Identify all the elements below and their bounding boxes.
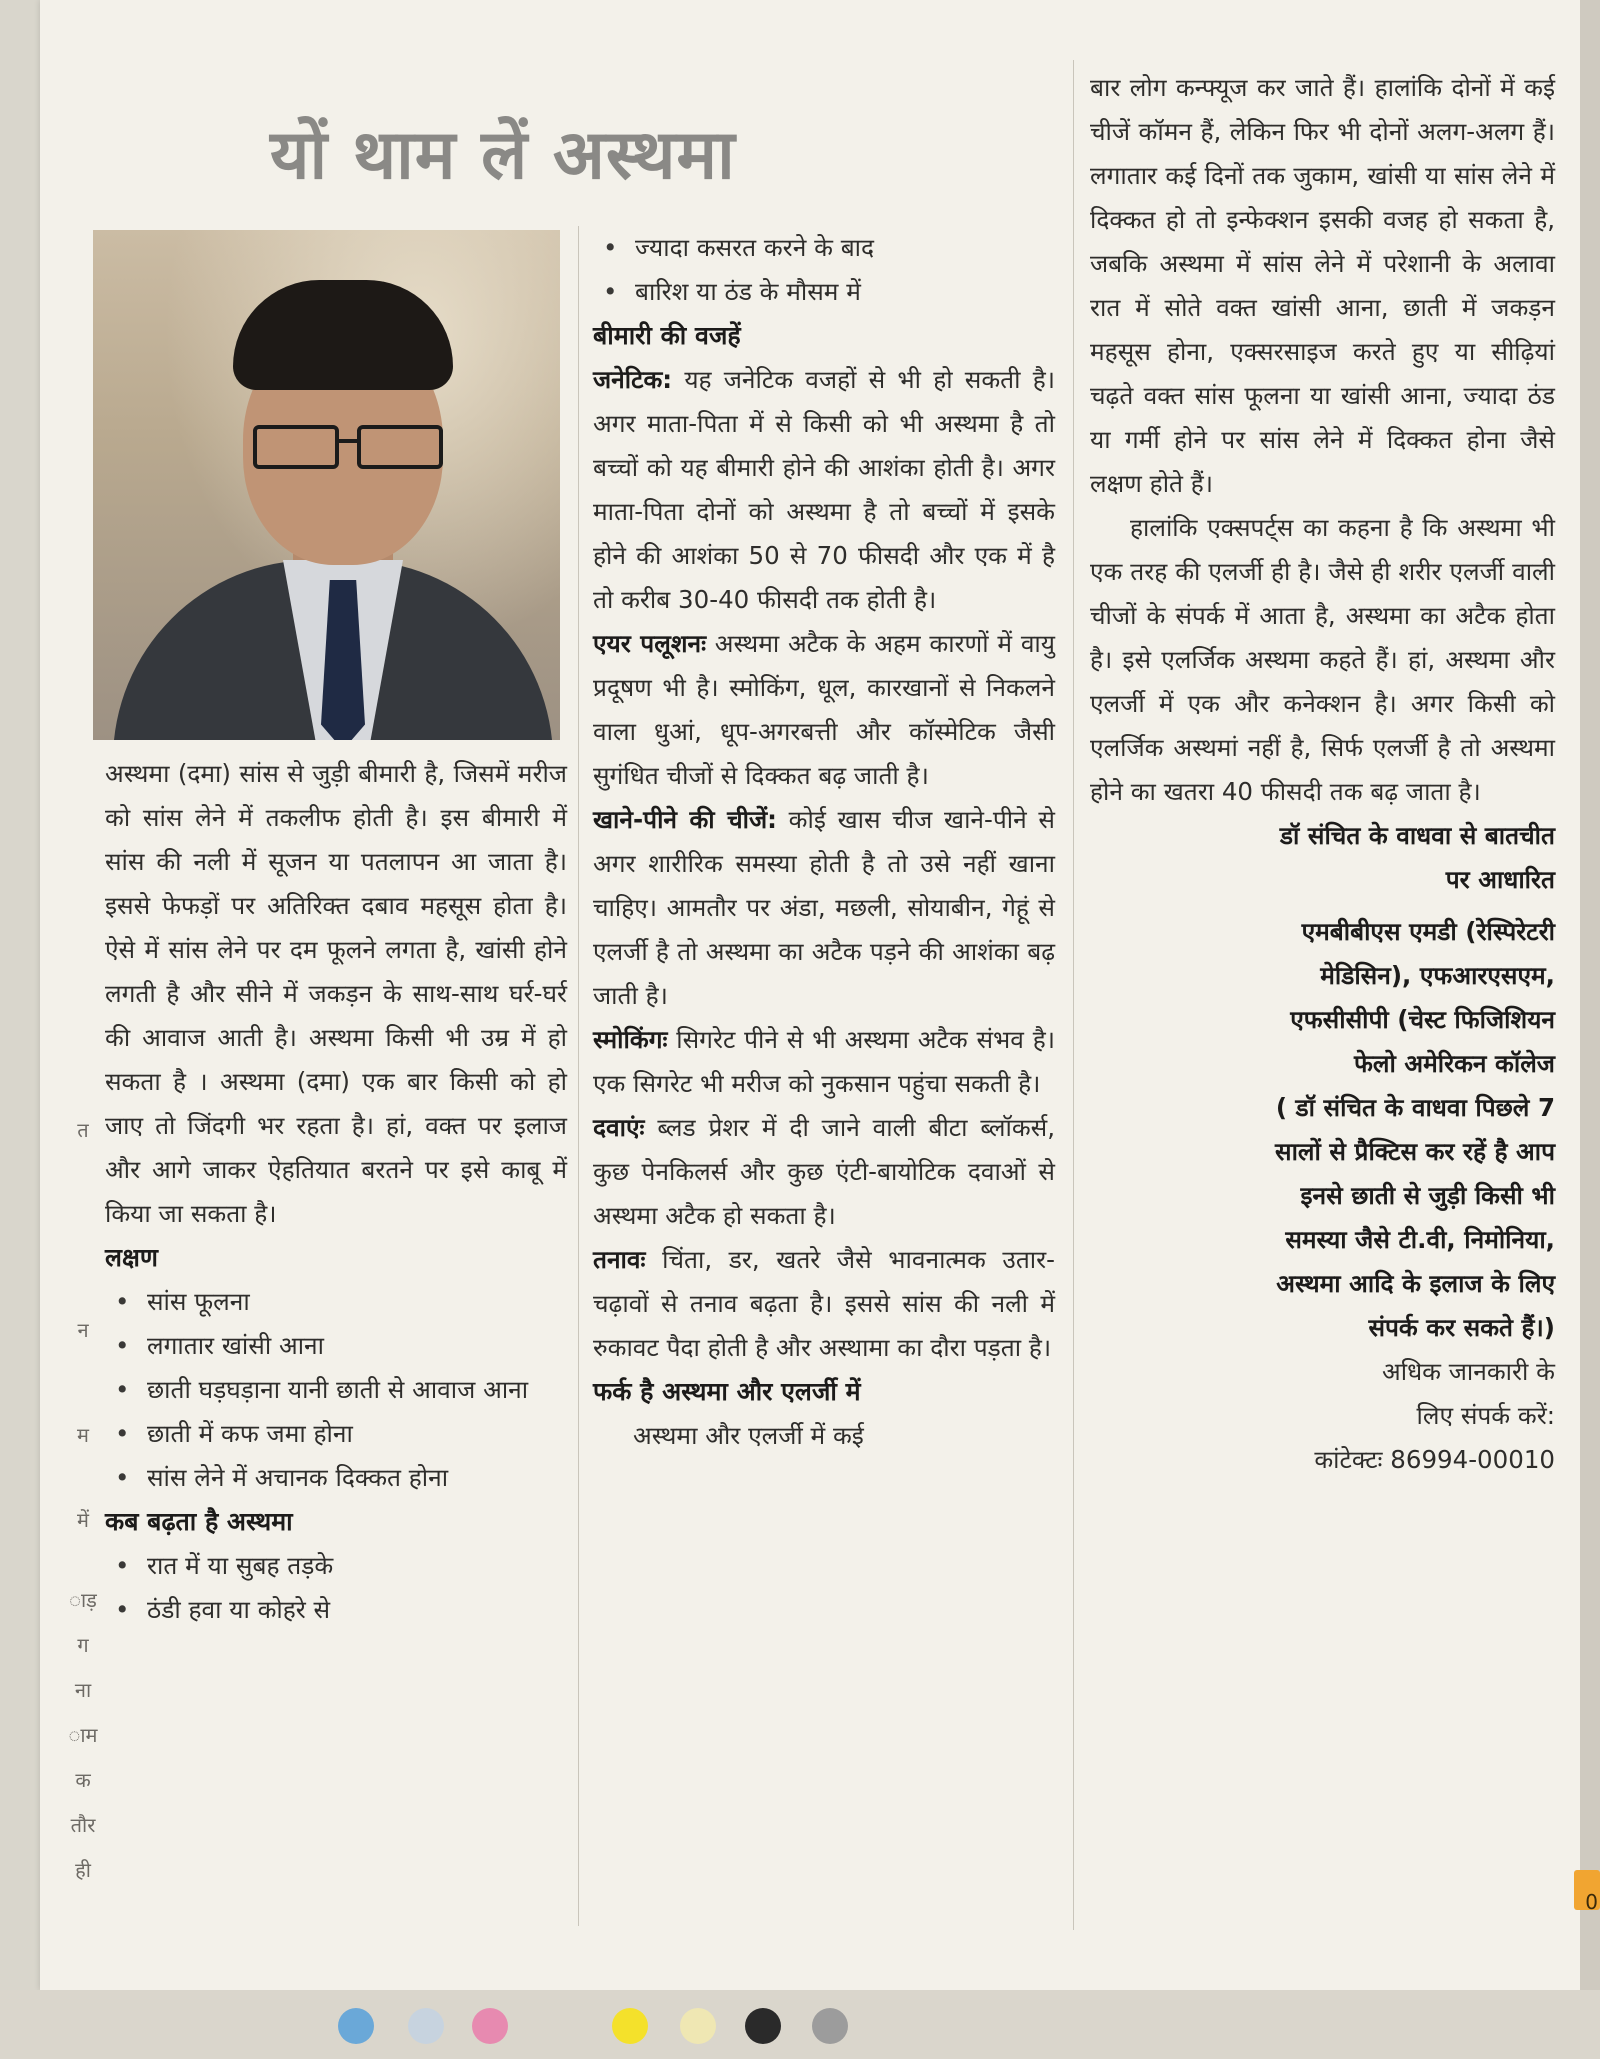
registration-dot: [472, 2008, 508, 2044]
adjacent-page-fragment: 0: [1585, 1890, 1598, 1914]
difference-heading: फर्क है अस्थमा और एलर्जी में: [593, 1377, 861, 1406]
list-item: • रात में या सुबह तड़के: [105, 1544, 567, 1588]
experts-paragraph: हालांकि एक्सपर्ट्स का कहना है कि अस्थमा भी एक तरह की एलर्जी ही है। जैसे ही शरीर एलर्जी वाली चीजों के संपर्क में आता है, अस्थमा का अटैक होता है। इसे एलर्जिक अस्थमा कहते हैं। हां, अस्थमा और एलर्जी में एक और कनेक्शन है। अगर किसी को एलर्जिक अस्थमां नहीं है, सिर्फ एलर्जी है तो अस्थमा होने का खतरा 40 फीसदी तक बढ़ जाता है।: [1090, 513, 1555, 806]
intro-paragraph: अस्थमा (दमा) सांस से जुड़ी बीमारी है, जिसमें मरीज को सांस लेने में तकलीफ होती है। इस बीमारी में सांस की नली में सूजन या पतलापन आ जाता है। इससे फेफड़ों पर अतिरिक्त दबाव महसूस होता है। ऐसे में सांस लेने पर दम फूलने लगता है, खांसी होने लगती है और सीने में जकड़न के साथ-साथ घर्र-घर्र की आवाज आती है। अस्थमा किसी भी उम्र में हो सकता है । अस्थमा (दमा) एक बार किसी को हो जाए तो जिंदगी भर रहता है। हां, वक्त पर इलाज और आगे जाकर ऐहतियात बरतने पर इसे काबू में किया जा सकता है।: [105, 759, 567, 1228]
margin-fragment: तौर: [70, 1813, 96, 1837]
genetic-text: यह जनेटिक वजहों से भी हो सकती है। अगर माता-पिता में से किसी को भी अस्थमा है तो बच्चों को यह बीमारी होने की आशंका होती है। अगर माता-पिता दोनों को अस्थमा है तो बच्चों में इसके होने की आशंका 50 से 70 फीसदी और एक में है तो करीब 30-40 फीसदी तक होती है।: [593, 365, 1055, 614]
smoking-paragraph: [593, 1018, 1055, 1106]
margin-fragment: त: [77, 1118, 89, 1142]
list-item: • लगातार खांसी आना: [105, 1324, 567, 1368]
qualification-line: मेडिसिन), एफआरएसएम,: [1320, 961, 1555, 990]
pollution-text: अस्थमा अटैक के अहम कारणों में वायु प्रदूषण भी है। स्मोकिंग, धूल, कारखानों से निकलने वाला धुआं, धूप-अगरबत्ती और कॉस्मेटिक जैसी सुगंधित चीजों से दिक्कत बढ़ जाती है।: [593, 629, 1055, 790]
registration-dot: [812, 2008, 848, 2044]
adjacent-page-margin: [0, 0, 40, 2059]
triggers-list: [105, 1544, 567, 1632]
smoking-lead: स्मोकिंगः: [593, 1025, 668, 1054]
stress-lead: तनावः: [593, 1245, 646, 1274]
margin-fragment: न: [77, 1318, 89, 1342]
food-text: कोई खास चीज खाने-पीने से अगर शारीरिक समस्या होती है तो उसे नहीं खाना चाहिए। आमतौर पर अंडा, मछली, सोयाबीन, गेहूं से एलर्जी है तो अस्थमा का अटैक पड़ने की आशंका बढ़ जाती है।: [593, 805, 1055, 1010]
stress-paragraph: [593, 1238, 1055, 1370]
margin-fragment: में: [77, 1508, 89, 1532]
note-line: ( डॉ संचित के वाधवा पिछले 7: [1275, 1093, 1555, 1122]
list-item: • ठंडी हवा या कोहरे से: [105, 1588, 567, 1632]
glasses-icon: [253, 425, 443, 465]
food-paragraph: [593, 798, 1055, 1018]
difference-paragraph-cont: बार लोग कन्फ्यूज कर जाते हैं। हालांकि दोनों में कई चीजें कॉमन हैं, लेकिन फिर भी दोनों अलग-अलग हैं। लगातार कई दिनों तक जुकाम, खांसी या सांस लेने में दिक्कत हो तो इन्फेक्शन इसकी वजह हो सकता है, जबकि अस्थमा में सांस लेने में परेशानी के अलावा रात में सोते वक्त खांसी आना, छाती में जकड़न महसूस होना, एक्सरसाइज करते हुए या सीढ़ियां चढ़ते वक्त सांस फूलना या खांसी आना, ज्यादा ठंड या गर्मी होने पर सांस लेने में दिक्कत होना जैसे लक्षण होते हैं।: [1090, 73, 1555, 498]
note-line: इनसे छाती से जुड़ी किसी भी: [1300, 1181, 1555, 1210]
margin-fragment: ग: [77, 1633, 89, 1657]
medicine-paragraph: [593, 1106, 1055, 1238]
list-item: • सांस फूलना: [105, 1280, 567, 1324]
margin-fragment: ाम: [68, 1723, 98, 1747]
genetic-lead: जनेटिक:: [593, 365, 673, 394]
qualification-line: एफसीसीपी (चेस्ट फिजिशियन: [1290, 1005, 1555, 1034]
note-line: अस्थमा आदि के इलाज के लिए: [1276, 1269, 1555, 1298]
symptoms-list: [105, 1280, 567, 1500]
qualification-line: फेलो अमेरिकन कॉलेज: [1353, 1049, 1555, 1078]
causes-heading: बीमारी की वजहें: [593, 321, 741, 350]
margin-fragment: ना: [74, 1678, 92, 1702]
list-item: • ज्यादा कसरत करने के बाद: [593, 226, 1055, 270]
triggers-list-continued: [593, 226, 1055, 314]
note-line: सालों से प्रैक्टिस कर रहें है आप: [1275, 1137, 1555, 1166]
credit-line: पर आधारित: [1445, 865, 1555, 894]
medicine-text: ब्लड प्रेशर में दी जाने वाली बीटा ब्लॉकर्स, कुछ पेनकिलर्स और कुछ एंटी-बायोटिक दवाओं से अस्थमा अटैक हो सकता है।: [593, 1113, 1055, 1230]
column-rule: [1073, 60, 1074, 1930]
column-rule: [578, 226, 579, 1926]
registration-dot: [408, 2008, 444, 2044]
note-line: समस्या जैसे टी.वी, निमोनिया,: [1285, 1225, 1555, 1254]
difference-paragraph-start: अस्थमा और एलर्जी में कई: [633, 1421, 864, 1450]
margin-fragment: क: [75, 1768, 91, 1792]
registration-dot: [680, 2008, 716, 2044]
registration-dot: [338, 2008, 374, 2044]
more-info-line: लिए संपर्क करें:: [1416, 1401, 1555, 1430]
stress-text: चिंता, डर, खतरे जैसे भावनात्मक उतार-चढ़ावों से तनाव बढ़ता है। इससे सांस की नली में रुकावट पैदा होती है और अस्थामा का दौरा पड़ता है।: [593, 1245, 1055, 1362]
doctor-photo: [93, 230, 560, 740]
more-info-line: अधिक जानकारी के: [1382, 1357, 1555, 1386]
article-headline: यों थाम लें अस्थमा: [270, 115, 736, 195]
list-item: • बारिश या ठंड के मौसम में: [593, 270, 1055, 314]
margin-fragment: ही: [75, 1858, 91, 1882]
list-item: • छाती घड़घड़ाना यानी छाती से आवाज आना: [105, 1368, 567, 1412]
list-item: • छाती में कफ जमा होना: [105, 1412, 567, 1456]
pollution-lead: एयर पलूशनः: [593, 629, 707, 658]
qualification-line: एमबीबीएस एमडी (रेस्पिरेटरी: [1301, 917, 1555, 946]
registration-dot: [745, 2008, 781, 2044]
article-column-2: [593, 226, 1055, 1458]
contact-number: कांटेक्टः 86994-00010: [1314, 1445, 1555, 1474]
pollution-paragraph: [593, 622, 1055, 798]
symptoms-heading: लक्षण: [105, 1243, 158, 1272]
article-column-1: [105, 752, 567, 1632]
food-lead: खाने-पीने की चीजें:: [593, 805, 777, 834]
note-line: संपर्क कर सकते हैं।): [1368, 1313, 1555, 1342]
printer-registration-dots: [0, 2008, 1600, 2038]
list-item: • सांस लेने में अचानक दिक्कत होना: [105, 1456, 567, 1500]
genetic-paragraph: [593, 358, 1055, 622]
margin-fragment: ाड़: [69, 1588, 97, 1612]
article-column-3: [1090, 66, 1555, 1482]
triggers-heading: कब बढ़ता है अस्थमा: [105, 1507, 293, 1536]
registration-dot: [612, 2008, 648, 2044]
medicine-lead: दवाएंः: [593, 1113, 645, 1142]
page-edge: [1580, 0, 1600, 2059]
margin-fragment: म: [77, 1423, 89, 1447]
credit-line: डॉ संचित के वाधवा से बातचीत: [1279, 821, 1555, 850]
smoking-text: सिगरेट पीने से भी अस्थमा अटैक संभव है। एक सिगरेट भी मरीज को नुकसान पहुंचा सकती है।: [593, 1025, 1055, 1098]
